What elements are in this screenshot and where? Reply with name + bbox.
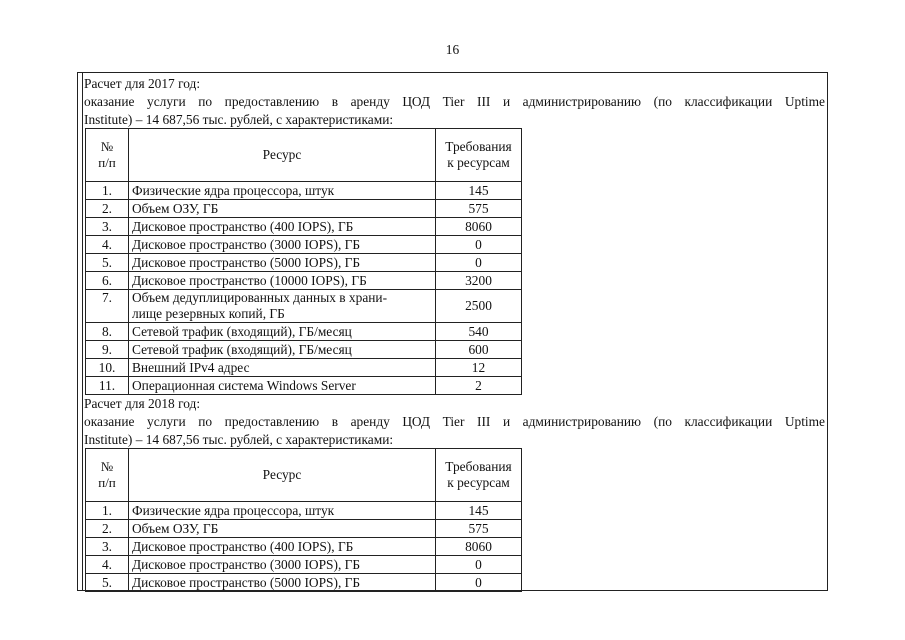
row-resource — [129, 290, 436, 323]
row-number: 1. — [86, 182, 129, 200]
row-number: 3. — [86, 538, 129, 556]
header-number-line-2: п/п — [98, 475, 116, 490]
header-number — [86, 129, 129, 182]
header-resource: Ресурс — [129, 449, 436, 502]
row-number: 2. — [86, 520, 129, 538]
section-title: Расчет для 2018 год: — [84, 396, 201, 411]
document-content — [84, 75, 825, 592]
row-number: 6. — [86, 272, 129, 290]
row-value: 145 — [436, 502, 522, 520]
section-title: Расчет для 2017 год: — [84, 76, 201, 91]
left-margin-rule — [82, 72, 83, 591]
row-number: 5. — [86, 574, 129, 592]
row-value: 2 — [436, 377, 522, 395]
table-row — [86, 182, 522, 200]
row-resource: Физические ядра процессора, штук — [129, 182, 436, 200]
row-number: 8. — [86, 323, 129, 341]
row-number: 10. — [86, 359, 129, 377]
table-row — [86, 520, 522, 538]
row-resource: Объем ОЗУ, ГБ — [129, 200, 436, 218]
row-value: 8060 — [436, 538, 522, 556]
row-resource: Операционная система Windows Server — [129, 377, 436, 395]
header-requirements-line-1: Требования — [445, 139, 512, 154]
table-row — [86, 254, 522, 272]
table-row — [86, 236, 522, 254]
table-row — [86, 323, 522, 341]
section-description-line-1: оказание услуги по предоставлению в аренду ЦОД Tier III и администрированию (по классификации Uptime — [84, 94, 825, 109]
table-header-row — [86, 449, 522, 502]
row-number: 2. — [86, 200, 129, 218]
row-number: 7. — [86, 290, 129, 323]
row-value: 0 — [436, 254, 522, 272]
table-row — [86, 538, 522, 556]
row-value: 3200 — [436, 272, 522, 290]
row-resource: Внешний IPv4 адрес — [129, 359, 436, 377]
row-number: 5. — [86, 254, 129, 272]
header-requirements-line-1: Требования — [445, 459, 512, 474]
row-number: 4. — [86, 236, 129, 254]
row-value: 12 — [436, 359, 522, 377]
row-resource-line-2: лище резервных копий, ГБ — [132, 306, 285, 321]
header-number-line-1: № — [100, 459, 114, 474]
resources-table-2018 — [85, 448, 522, 592]
section-2018 — [84, 395, 825, 592]
table-row — [86, 272, 522, 290]
row-value: 0 — [436, 574, 522, 592]
table-row — [86, 200, 522, 218]
row-resource: Физические ядра процессора, штук — [129, 502, 436, 520]
row-resource: Дисковое пространство (10000 IOPS), ГБ — [129, 272, 436, 290]
table-row — [86, 377, 522, 395]
row-resource: Дисковое пространство (3000 IOPS), ГБ — [129, 236, 436, 254]
section-2017 — [84, 75, 825, 395]
header-number-line-1: № — [100, 139, 114, 154]
row-value: 8060 — [436, 218, 522, 236]
section-description-line-2: Institute) – 14 687,56 тыс. рублей, с характеристиками: — [84, 431, 394, 447]
row-resource: Объем ОЗУ, ГБ — [129, 520, 436, 538]
table-header-row — [86, 129, 522, 182]
table-row — [86, 341, 522, 359]
row-value: 0 — [436, 236, 522, 254]
header-resource: Ресурс — [129, 129, 436, 182]
row-number: 3. — [86, 218, 129, 236]
row-value: 575 — [436, 520, 522, 538]
table-row — [86, 556, 522, 574]
table-row — [86, 290, 522, 323]
row-value: 2500 — [436, 290, 522, 323]
row-value: 0 — [436, 556, 522, 574]
section-description-line-1: оказание услуги по предоставлению в аренду ЦОД Tier III и администрированию (по классификации Uptime — [84, 414, 825, 429]
table-row — [86, 218, 522, 236]
row-resource: Дисковое пространство (5000 IOPS), ГБ — [129, 254, 436, 272]
header-requirements — [436, 129, 522, 182]
row-resource: Дисковое пространство (5000 IOPS), ГБ — [129, 574, 436, 592]
table-row — [86, 574, 522, 592]
row-number: 1. — [86, 502, 129, 520]
row-resource-line-1: Объем дедуплицированных данных в храни- — [132, 290, 388, 305]
row-resource: Дисковое пространство (400 IOPS), ГБ — [129, 218, 436, 236]
row-value: 575 — [436, 200, 522, 218]
header-number-line-2: п/п — [98, 155, 116, 170]
row-resource: Сетевой трафик (входящий), ГБ/месяц — [129, 341, 436, 359]
row-value: 145 — [436, 182, 522, 200]
header-requirements-line-2: к ресурсам — [447, 475, 510, 490]
row-number: 9. — [86, 341, 129, 359]
row-number: 4. — [86, 556, 129, 574]
row-resource: Дисковое пространство (400 IOPS), ГБ — [129, 538, 436, 556]
row-value: 540 — [436, 323, 522, 341]
row-value: 600 — [436, 341, 522, 359]
resources-table-2017 — [85, 128, 522, 395]
section-description-line-2: Institute) – 14 687,56 тыс. рублей, с характеристиками: — [84, 111, 394, 127]
header-number — [86, 449, 129, 502]
header-requirements — [436, 449, 522, 502]
header-requirements-line-2: к ресурсам — [447, 155, 510, 170]
row-resource: Сетевой трафик (входящий), ГБ/месяц — [129, 323, 436, 341]
row-number: 11. — [86, 377, 129, 395]
table-row — [86, 359, 522, 377]
row-resource: Дисковое пространство (3000 IOPS), ГБ — [129, 556, 436, 574]
page-number: 16 — [445, 42, 460, 57]
table-row — [86, 502, 522, 520]
